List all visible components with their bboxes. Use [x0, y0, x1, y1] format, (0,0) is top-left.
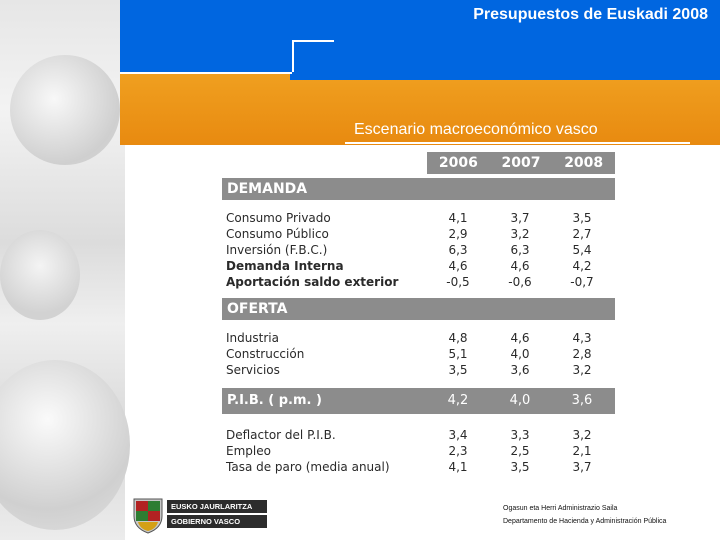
background-shape: [0, 230, 80, 320]
background-shape: [10, 55, 120, 165]
cell-value: -0,5: [446, 275, 470, 289]
table-row: [222, 346, 615, 362]
table-row: [222, 210, 615, 226]
row-label: Construcción: [226, 347, 305, 361]
cell-value: 3,3: [510, 428, 530, 442]
background-shape: [0, 360, 130, 530]
table-row: [222, 274, 615, 290]
cell-value: 3,5: [510, 460, 530, 474]
cell-value: 4,2: [572, 259, 592, 273]
year-header-cell: 2007: [501, 155, 541, 171]
logo-text: [167, 500, 267, 530]
cell-value: 6,3: [510, 243, 530, 257]
cell-value: 3,6: [510, 363, 530, 377]
header-blue-step: [290, 40, 720, 80]
cell-value: 4,6: [510, 259, 530, 273]
row-label: Consumo Privado: [226, 211, 331, 225]
row-label: Tasa de paro (media anual): [226, 460, 390, 474]
cell-value: 2,5: [510, 444, 530, 458]
cell-value: 2,9: [448, 227, 468, 241]
cell-value: 3,6: [571, 393, 593, 408]
cell-value: 4,6: [448, 259, 468, 273]
row-label: Deflactor del P.I.B.: [226, 428, 336, 442]
table-row: [222, 242, 615, 258]
department-name: [503, 502, 666, 528]
cell-value: 3,5: [448, 363, 468, 377]
page-subtitle: Escenario macroeconómico vasco: [354, 121, 598, 138]
row-label: Empleo: [226, 444, 271, 458]
cell-value: 3,7: [572, 460, 592, 474]
cell-value: 2,3: [448, 444, 468, 458]
cell-value: 4,6: [510, 331, 530, 345]
row-label: Aportación saldo exterior: [226, 275, 399, 289]
table-row: [222, 362, 615, 378]
cell-value: 5,1: [448, 347, 468, 361]
cell-value: 4,8: [448, 331, 468, 345]
table-row: [222, 330, 615, 346]
row-label: Servicios: [226, 363, 280, 377]
header-divider: [292, 40, 334, 42]
page-title: Presupuestos de Euskadi 2008: [473, 6, 708, 23]
subtitle-underline: [345, 142, 690, 144]
logo-line-spanish: GOBIERNO VASCO: [167, 515, 267, 528]
section-oferta: OFERTA: [222, 298, 615, 320]
table-row: [222, 459, 615, 475]
cell-value: 3,4: [448, 428, 468, 442]
cell-value: 2,8: [572, 347, 592, 361]
pib-row: [222, 388, 615, 414]
row-label: Demanda Interna: [226, 259, 344, 273]
government-logo: [130, 496, 268, 536]
row-label: Industria: [226, 331, 279, 345]
coat-of-arms-icon: [130, 496, 166, 534]
logo-line-basque: EUSKO JAURLARITZA: [167, 500, 267, 513]
cell-value: 5,4: [572, 243, 592, 257]
department-line-basque: Ogasun eta Herri Administrazio Saila: [503, 505, 618, 512]
cell-value: 3,2: [510, 227, 530, 241]
cell-value: 6,3: [448, 243, 468, 257]
table-row: [222, 226, 615, 242]
header-divider: [120, 72, 292, 74]
cell-value: 2,1: [572, 444, 592, 458]
cell-value: 2,7: [572, 227, 592, 241]
row-label: Inversión (F.B.C.): [226, 243, 328, 257]
background-photo: [0, 0, 125, 540]
cell-value: 3,2: [572, 363, 592, 377]
table-row: [222, 427, 615, 443]
cell-value: 4,1: [448, 460, 468, 474]
table-row: [222, 443, 615, 459]
cell-value: 4,2: [447, 393, 469, 408]
row-label: Consumo Público: [226, 227, 329, 241]
cell-value: 4,0: [509, 393, 531, 408]
cell-value: 4,0: [510, 347, 530, 361]
cell-value: 3,5: [572, 211, 592, 225]
header-divider: [292, 40, 294, 72]
year-header: [427, 152, 615, 174]
year-header-cell: 2006: [438, 155, 478, 171]
cell-value: 4,1: [448, 211, 468, 225]
cell-value: 4,3: [572, 331, 592, 345]
year-header-cell: 2008: [564, 155, 604, 171]
row-label: P.I.B. ( p.m. ): [227, 393, 322, 408]
cell-value: 3,2: [572, 428, 592, 442]
table-row: [222, 258, 615, 274]
cell-value: -0,7: [570, 275, 594, 289]
cell-value: 3,7: [510, 211, 530, 225]
cell-value: -0,6: [508, 275, 532, 289]
section-demanda: DEMANDA: [222, 178, 615, 200]
department-line-spanish: Departamento de Hacienda y Administración Pública: [503, 518, 667, 525]
